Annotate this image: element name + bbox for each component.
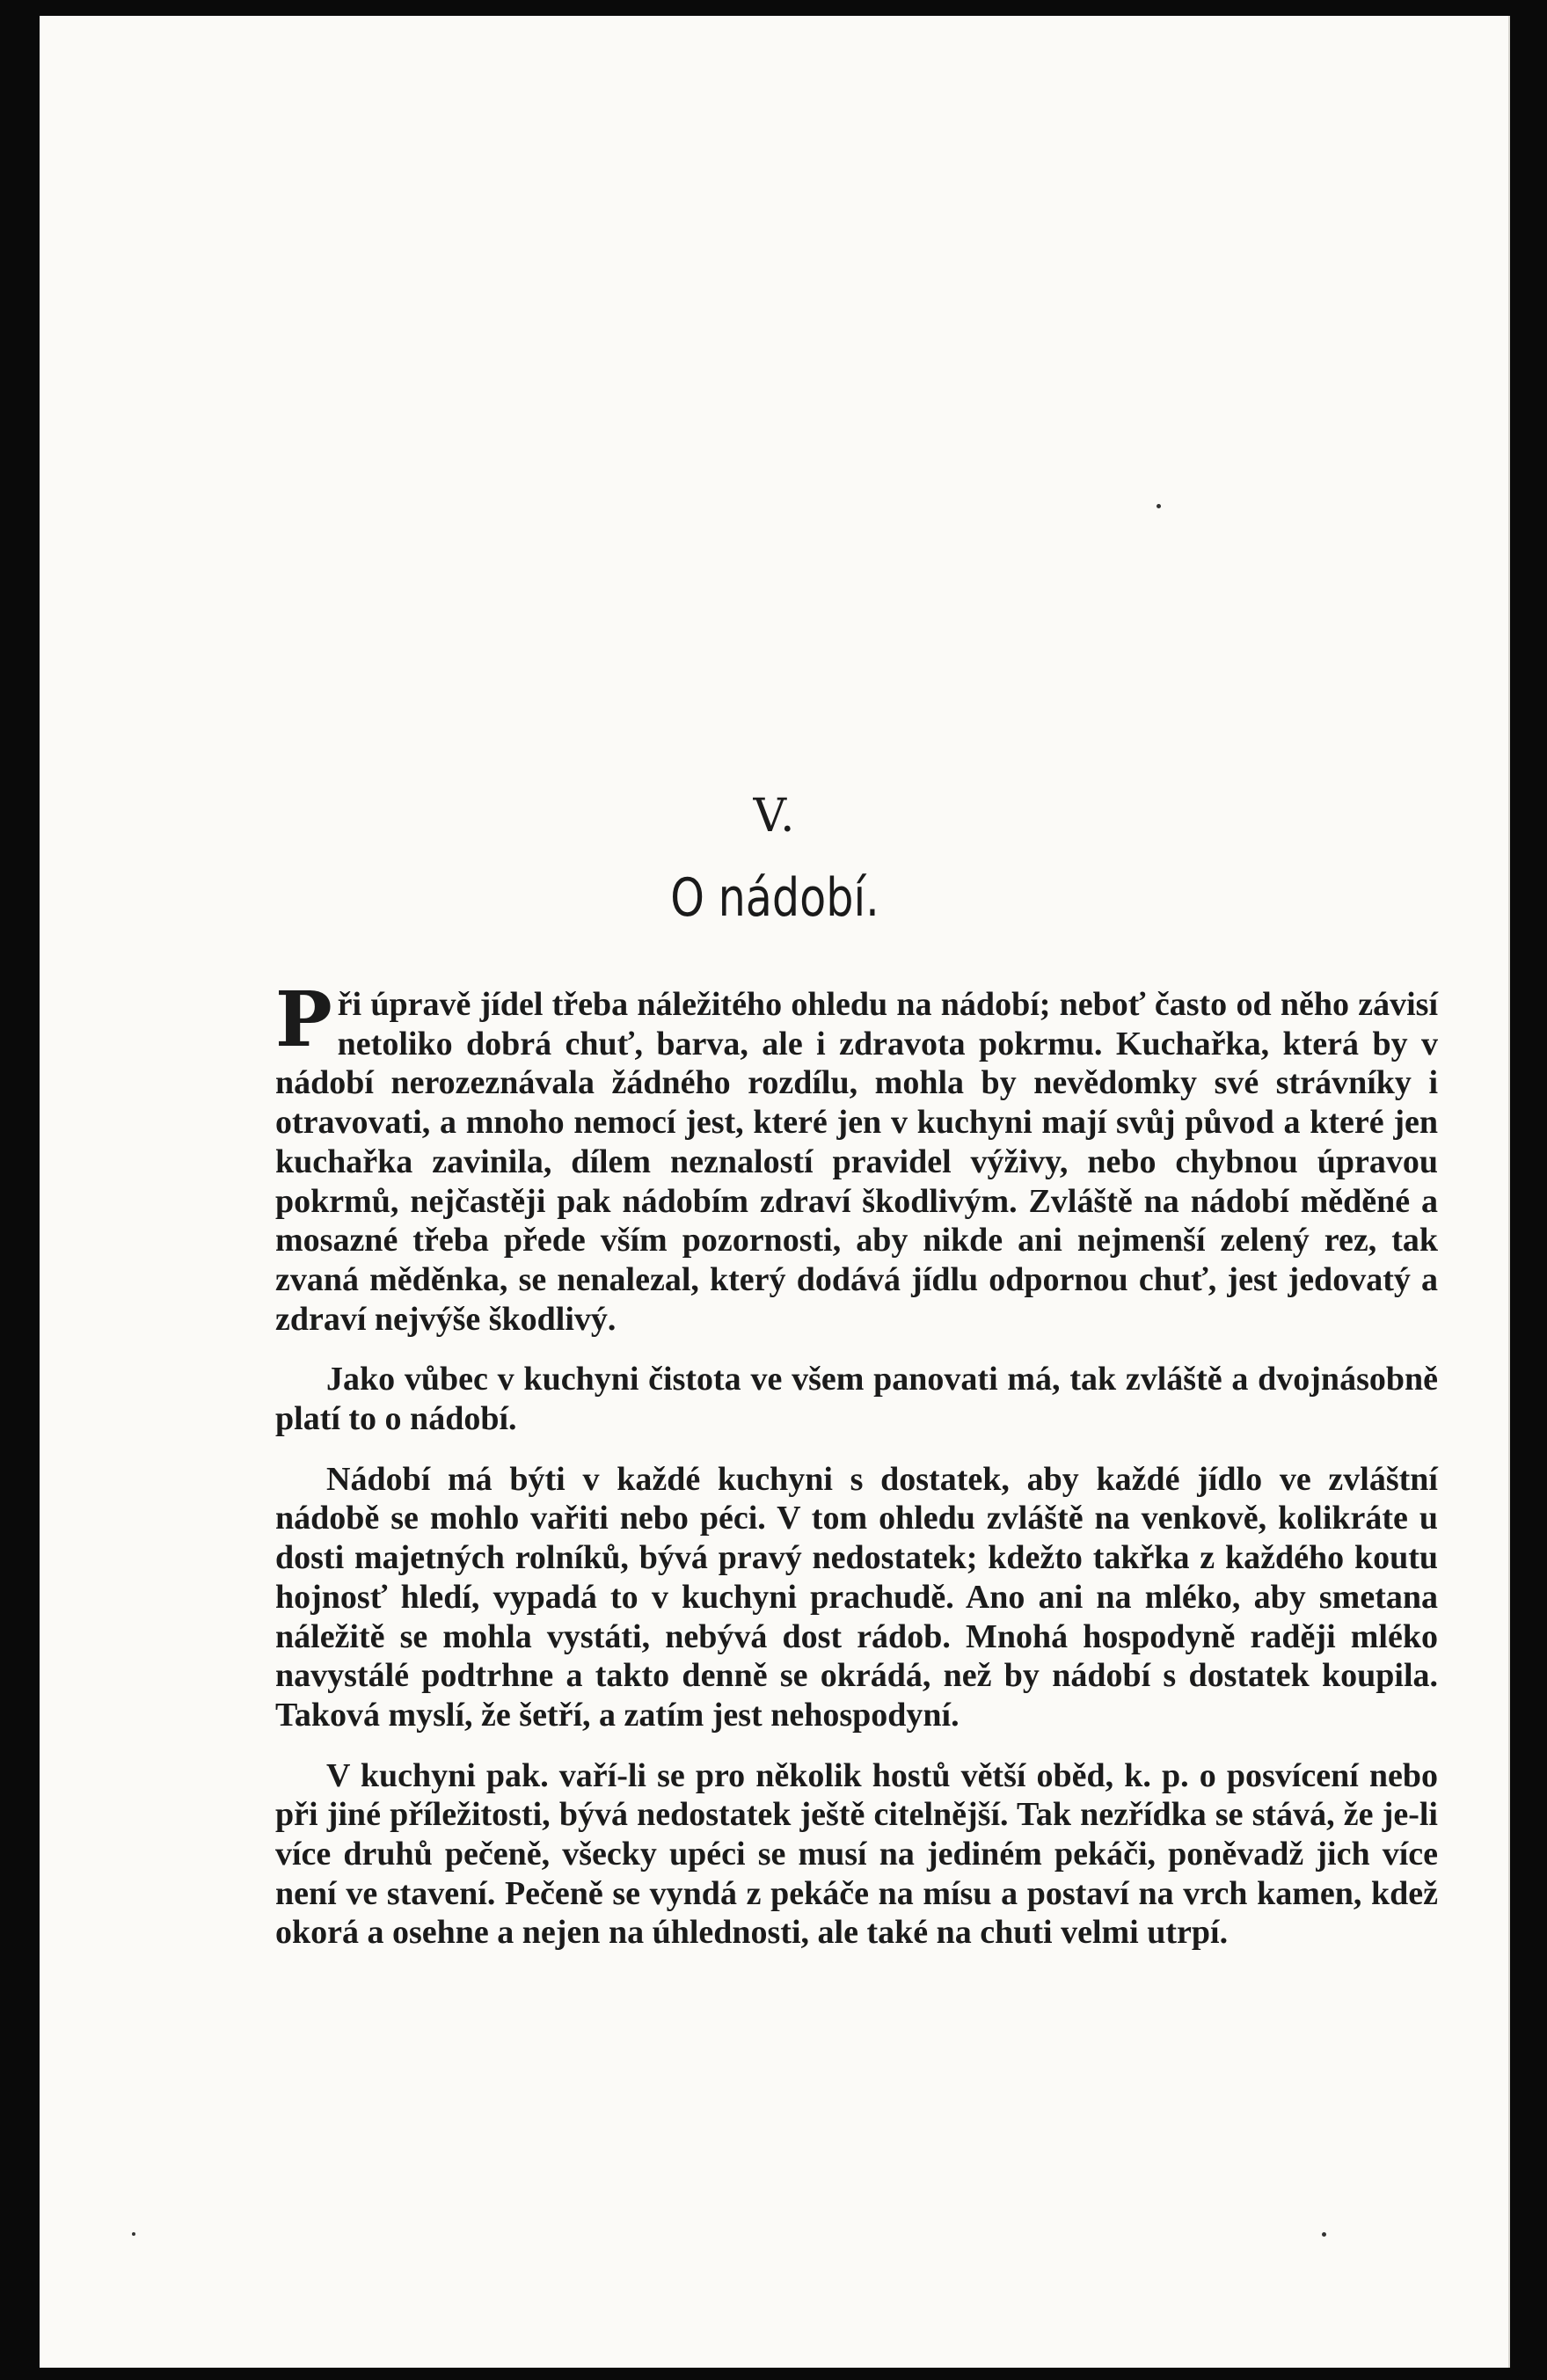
paragraph-3: Nádobí má býti v každé kuchyni s dostatek, aby každé jídlo ve zvláštní nádobě se mohlo vařiti nebo péci. V tom ohledu zvláště na venkově, kolikráte u dosti majetných rolníků, bývá pravý nedostatek; kdežto takřka z každého koutu hojnosť hledí, vypadá to v kuchyni prachudě. Ano ani na mléko, aby smetana náležitě se mohla vystáti, nebývá dost rádob. Mnohá hospodyně raději mléko navystálé podtrhne a takto denně se okrádá, než by nádobí s dostatek koupila. Taková myslí, že šetří, a zatím jest nehospodyní.: [275, 1460, 1438, 1734]
paragraph-2: Jako vůbec v kuchyni čistota ve všem panovati má, tak zvláště a dvojnásobně platí to o nádobí.: [275, 1361, 1438, 1438]
page-edge: [1508, 16, 1510, 2368]
chapter-number: V.: [753, 790, 797, 843]
paper-speck: [1322, 2232, 1326, 2237]
paper-speck: [1157, 504, 1161, 508]
paragraph-4: V kuchyni pak. vaří-li se pro několik hostů větší oběd, k. p. o posvícení nebo při jiné příležitosti, bývá nedostatek ještě citelnější. Tak nezřídka se stává, že je-li více druhů pečeně, všecky upéci se musí na jediném pekáči, poněvadž jich více není ve stavení. Pečeně se vyndá z pekáče na mísu a postaví na vrch kamen, kdež okorá a osehne a nejen na úhlednosti, ale také na chuti velmi utrpí.: [275, 1756, 1438, 1952]
chapter-body: [275, 975, 1438, 1953]
chapter-title: O nádobí.: [670, 867, 879, 929]
book-page: [40, 16, 1510, 2368]
paragraph-1-text: ři úpravě jídel třeba náležitého ohledu na nádobí; neboť často od něho závisí netoliko dobrá chuť, barva, ale i zdravota pokrmu. Kuchařka, která by v nádobí nerozeznávala žádného rozdílu, mohla by nevědomky své strávníky i otravovati, a mnoho nemocí jest, které jen v kuchyni mají svůj původ a které jen kuchařka zavinila, dílem neznalostí pravidel výživy, nebo chybnou úpravou pokrmů, nejčastěji pak nádobím zdraví škodlivým. Zvláště na nádobí měděné a mosazné třeba přede vším pozornosti, aby nikde ani nejmenší zelený rez, tak zvaná měděnka, se nenalezal, který dodává jídlu odpornou chuť, jest jedovatý a zdraví nejvýše škodlivý.: [275, 986, 1438, 1338]
drop-cap: P: [275, 975, 332, 1064]
paper-speck: [132, 2232, 135, 2236]
paragraph-1: [275, 975, 1438, 1339]
